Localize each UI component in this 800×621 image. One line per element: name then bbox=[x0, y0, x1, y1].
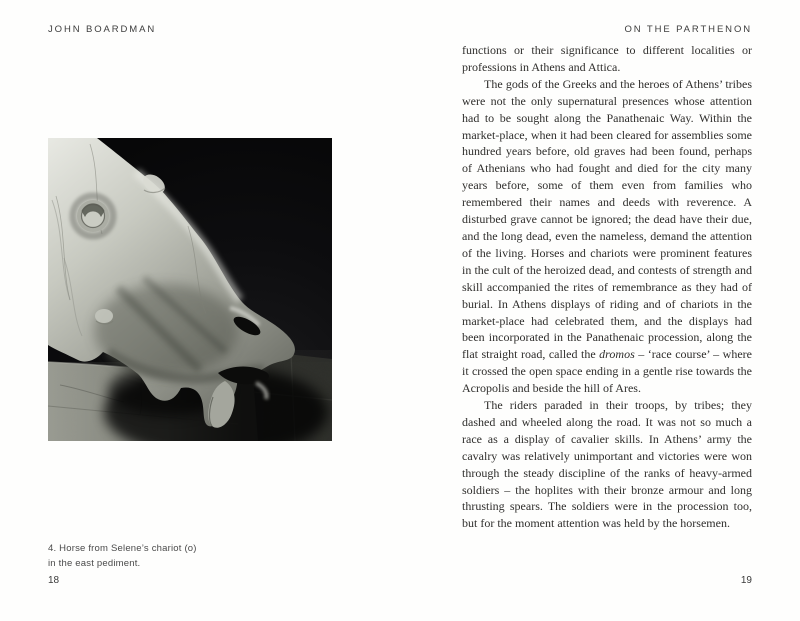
paragraph-2 bbox=[462, 76, 752, 397]
paragraph-3-text: The riders paraded in their troops, by tribes; they dashed and wheeled along the road. It was not so much a race as a display of cavalier skills. In Athens’ army the cavalry was relatively unimportant and victories were won through the steady discipline of the ranks of heavy-armed soldiers – the hoplites with their bronze armour and long thrusting spears. The soldiers were in the procession too, but for the moment attention was held by the horsemen. bbox=[462, 398, 752, 531]
page-number-right: 19 bbox=[740, 575, 752, 586]
paragraph-1 bbox=[462, 42, 752, 76]
horse-eye bbox=[73, 196, 113, 236]
running-head-author: JOHN BOARDMAN bbox=[48, 24, 157, 35]
paragraph-2-text-a: The gods of the Greeks and the heroes of Athens’ tribes were not the only supernatural presences whose attention had to be sought along the Panathenaic Way. Within the market-place, when it had been cleared for assemblies some hundred years before, old graves had been found, perhaps of Athenians who had fought and died for the city many years before, some of them even from families who remembered their names and deeds with reverence. A disturbed grave cannot be ignored; the dead have their due, and the long dead, even the nameless, demand the attention of the living. Horses and chariots were prominent features in the cult of the heroized dead, and contests of strength and skill accompanied the rites of remembrance as they had of burial. In Athens displays of riding and of chariots in the market-place had celebrated them, and the displays had been incorporated in the Panathenaic procession, along the flat straight road, called the bbox=[462, 76, 752, 362]
paragraph-2-italic-term: dromos bbox=[599, 347, 635, 362]
paragraph-2-text-b: – ‘race course’ – where it crossed the open space ending in a gentle rise towards the Acropolis and beside the hill of Ares. bbox=[462, 347, 752, 396]
figure-caption bbox=[48, 541, 197, 571]
paragraph-1-text: functions or their significance to different localities or professions in Athens and Attica. bbox=[462, 43, 752, 74]
paragraph-3 bbox=[462, 397, 752, 532]
body-text bbox=[462, 42, 752, 532]
running-head-title: ON THE PARTHENON bbox=[624, 24, 752, 35]
figure-horse-photo bbox=[48, 138, 332, 441]
page-number-left: 18 bbox=[48, 575, 60, 586]
figure-caption-line1: 4. Horse from Selene’s chariot (o) bbox=[48, 543, 197, 554]
figure-caption-line2: in the east pediment. bbox=[48, 558, 141, 569]
horse-photo-illustration bbox=[48, 138, 332, 441]
